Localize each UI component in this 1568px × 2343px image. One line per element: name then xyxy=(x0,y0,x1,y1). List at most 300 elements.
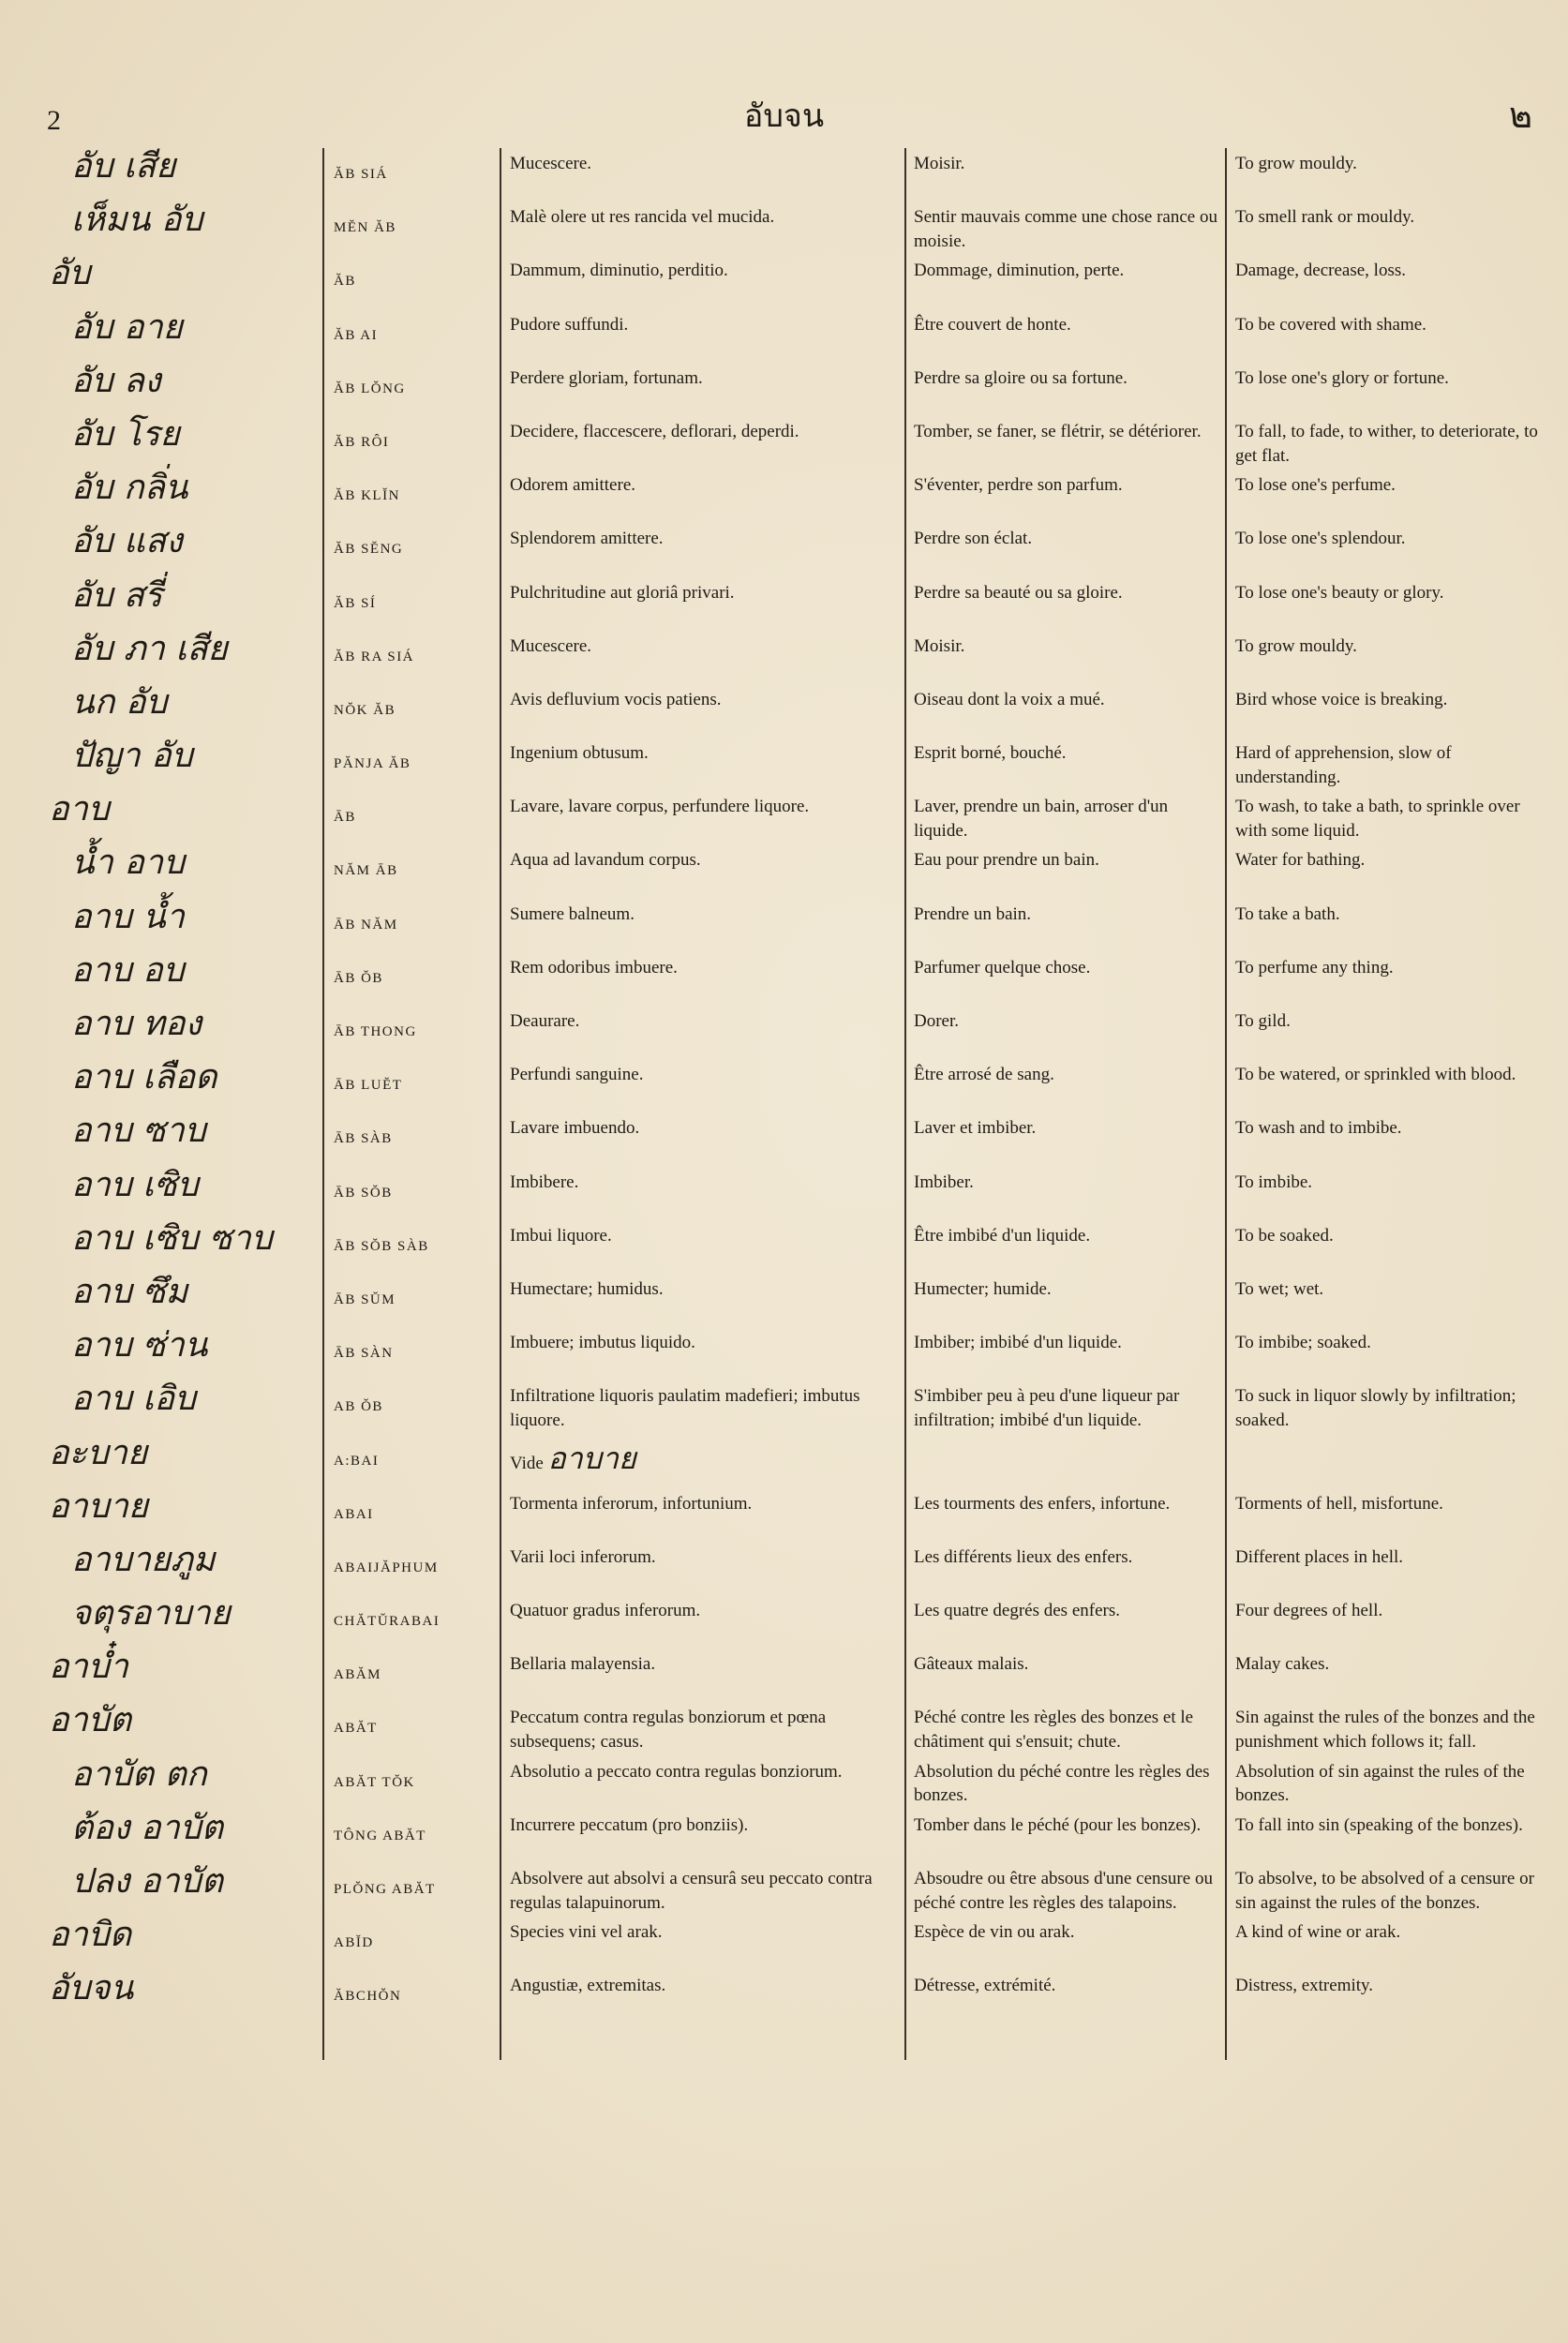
latin-definition-text: Odorem amittere. xyxy=(510,475,636,496)
romanization-text: AB ŎB xyxy=(334,1399,383,1415)
romanization xyxy=(334,1933,374,1952)
english-definition xyxy=(1235,1813,1547,1838)
french-definition-text: Être imbibé d'un liquide. xyxy=(914,1225,1091,1246)
entry-list xyxy=(0,148,1568,2024)
english-definition xyxy=(1235,1009,1547,1034)
romanization xyxy=(334,594,376,613)
french-definition xyxy=(914,1224,1218,1248)
thai-page-number: ๒ xyxy=(1508,95,1532,136)
romanization xyxy=(334,1559,439,1577)
dictionary-entry xyxy=(0,1380,1568,1434)
english-definition xyxy=(1235,1277,1547,1302)
english-definition-text: To be covered with shame. xyxy=(1235,314,1426,335)
latin-definition-text: Splendorem amittere. xyxy=(510,529,664,549)
latin-definition xyxy=(510,473,900,498)
english-definition-text: Bird whose voice is breaking. xyxy=(1235,689,1448,709)
english-definition-text: Malay cakes. xyxy=(1235,1654,1330,1675)
latin-definition-text: Angustiæ, extremitas. xyxy=(510,1976,666,1996)
romanization xyxy=(334,1665,381,1684)
romanization-text: ĀB SÀB xyxy=(334,1131,393,1147)
romanization xyxy=(334,1397,383,1416)
latin-definition xyxy=(510,1116,900,1141)
romanization-text: ĂB SĔNG xyxy=(334,542,404,558)
latin-definition xyxy=(510,1974,900,1998)
thai-headword-text: อาบ น้ำ xyxy=(71,897,185,936)
romanization-text: ABĂT xyxy=(334,1721,378,1737)
french-definition xyxy=(914,1009,1218,1034)
latin-definition-text: Quatuor gradus inferorum. xyxy=(510,1601,701,1621)
thai-headword xyxy=(49,1913,131,1959)
romanization-text: ĀB NĂM xyxy=(334,917,398,933)
english-definition xyxy=(1235,420,1547,468)
thai-headword xyxy=(49,1485,148,1530)
french-definition-text: Perdre sa gloire ou sa fortune. xyxy=(914,367,1127,388)
english-definition-text: To fall, to fade, to wither, to deteriorate, to get flat. xyxy=(1235,421,1538,466)
latin-definition-text: Imbuere; imbutus liquido. xyxy=(510,1333,695,1353)
thai-headword xyxy=(71,412,180,458)
french-definition-text: Tomber dans le péché (pour les bonzes). xyxy=(914,1814,1202,1835)
english-definition xyxy=(1235,152,1547,176)
latin-definition xyxy=(510,1813,900,1838)
french-definition xyxy=(914,795,1218,843)
thai-headword xyxy=(71,519,183,565)
romanization xyxy=(334,165,388,184)
thai-headword xyxy=(49,787,110,833)
english-definition xyxy=(1235,366,1547,391)
thai-headword-text: อาบิด xyxy=(49,1916,132,1955)
english-definition-text: To take a bath. xyxy=(1235,903,1340,924)
romanization xyxy=(334,1129,393,1148)
latin-definition xyxy=(510,152,900,176)
thai-headword-text: อับจน xyxy=(49,1969,134,2008)
romanization xyxy=(334,648,414,666)
english-definition-text: To imbibe. xyxy=(1235,1172,1313,1192)
english-definition-text: Sin against the rules of the bonzes and the punishment which follows it; fall. xyxy=(1235,1708,1535,1753)
romanization xyxy=(334,272,356,291)
english-definition-text: To wash and to imbibe. xyxy=(1235,1118,1402,1139)
french-definition-text: Tomber, se faner, se flétrir, se détériorer. xyxy=(914,421,1202,441)
english-definition xyxy=(1235,795,1547,843)
thai-headword xyxy=(71,1109,206,1155)
french-definition xyxy=(914,1974,1218,1998)
romanization-text: ĂB xyxy=(334,274,356,290)
thai-headword-text: อับ xyxy=(49,254,91,293)
english-definition-text: To perfume any thing. xyxy=(1235,957,1394,977)
latin-definition-text: Dammum, diminutio, perditio. xyxy=(510,261,728,281)
latin-definition-text: Pudore suffundi. xyxy=(510,314,629,335)
thai-headword-text: อับ ลง xyxy=(71,361,161,400)
romanization xyxy=(334,433,389,452)
dictionary-entry xyxy=(0,1810,1568,1863)
english-definition-text: To suck in liquor slowly by infiltration; soaked. xyxy=(1235,1386,1516,1430)
thai-headword xyxy=(71,1323,207,1369)
english-definition-text: To wash, to take a bath, to sprinkle over with some liquid. xyxy=(1235,797,1520,841)
dictionary-entry xyxy=(0,1970,1568,2023)
thai-headword-text: อาบ ซ่าน xyxy=(71,1326,208,1366)
latin-definition xyxy=(510,366,900,391)
latin-definition-text: Tormenta inferorum, infortunium. xyxy=(510,1493,753,1514)
english-definition-text: Absolution of sin against the rules of the bonzes. xyxy=(1235,1761,1525,1806)
romanization xyxy=(334,1773,415,1792)
thai-headword xyxy=(71,1377,196,1423)
english-definition xyxy=(1235,1706,1547,1754)
latin-definition-text: Absolutio a peccato contra regulas bonziorum. xyxy=(510,1761,843,1782)
english-definition-text: To be soaked. xyxy=(1235,1225,1334,1246)
english-definition-text: Water for bathing. xyxy=(1235,850,1366,871)
romanization-text: ĀB SŎB xyxy=(334,1185,393,1201)
thai-headword-text: อาบ ทอง xyxy=(71,1005,202,1043)
latin-definition xyxy=(510,848,900,873)
dictionary-entry xyxy=(0,1595,1568,1649)
latin-definition xyxy=(510,741,900,766)
latin-definition xyxy=(510,420,900,444)
french-definition-text: Gâteaux malais. xyxy=(914,1654,1029,1675)
thai-headword-text: อาบ เซิบ xyxy=(71,1165,199,1204)
romanization-text: ĀB LUĔT xyxy=(334,1078,403,1094)
english-definition-text: To smell rank or mouldy. xyxy=(1235,207,1415,228)
thai-headword xyxy=(71,306,183,351)
latin-definition-text: Deaurare. xyxy=(510,1011,580,1031)
latin-definition xyxy=(510,634,900,659)
french-definition-text: Moisir. xyxy=(914,635,965,656)
french-definition xyxy=(914,1331,1218,1355)
english-definition-text: To lose one's perfume. xyxy=(1235,475,1396,496)
romanization xyxy=(334,380,406,398)
english-definition xyxy=(1235,1171,1547,1195)
latin-definition xyxy=(510,795,900,819)
romanization-text: ĀB ŎB xyxy=(334,970,383,986)
running-head: อับจน xyxy=(743,97,825,135)
english-definition-text: Different places in hell. xyxy=(1235,1546,1404,1567)
latin-definition-text: Bellaria malayensia. xyxy=(510,1654,656,1675)
thai-headword xyxy=(71,359,161,405)
latin-definition xyxy=(510,1706,900,1754)
french-definition-text: Sentir mauvais comme une chose rance ou moisie. xyxy=(914,207,1217,251)
thai-headword xyxy=(71,948,185,994)
english-definition xyxy=(1235,1545,1547,1570)
thai-headword xyxy=(49,1966,133,2012)
french-definition xyxy=(914,1652,1218,1677)
english-definition xyxy=(1235,205,1547,230)
french-definition-text: Parfumer quelque chose. xyxy=(914,957,1091,977)
romanization-text: ĀB SŎB SÀB xyxy=(334,1238,429,1254)
dictionary-entry xyxy=(0,1702,1568,1755)
romanization xyxy=(334,1452,379,1470)
thai-headword xyxy=(71,1270,187,1316)
english-definition-text: Four degrees of hell. xyxy=(1235,1601,1383,1621)
romanization xyxy=(334,1719,378,1738)
romanization-text: ĂB SÍ xyxy=(334,595,377,611)
dictionary-entry xyxy=(0,1059,1568,1112)
cross-reference-thai: อาบาย xyxy=(547,1440,636,1476)
english-definition xyxy=(1235,527,1547,551)
french-definition xyxy=(914,313,1218,337)
romanization xyxy=(334,540,403,559)
english-definition xyxy=(1235,1920,1547,1945)
page-number: 2 xyxy=(47,105,61,136)
latin-definition-text: Pulchritudine aut gloriâ privari. xyxy=(510,582,735,603)
romanization xyxy=(334,326,378,345)
latin-definition-text: Infiltratione liquoris paulatim madefieri; imbutus liquore. xyxy=(510,1386,860,1430)
english-definition-text: To gild. xyxy=(1235,1011,1291,1031)
french-definition xyxy=(914,1384,1218,1432)
latin-definition-text: Imbui liquore. xyxy=(510,1225,612,1246)
thai-headword-text: อาบัต xyxy=(49,1701,132,1740)
french-definition xyxy=(914,1063,1218,1087)
thai-headword-text: นก อับ xyxy=(71,682,168,722)
english-definition-text: To grow mouldy. xyxy=(1235,154,1357,173)
french-definition-text: Perdre sa beauté ou sa gloire. xyxy=(914,582,1123,603)
latin-definition-text: Ingenium obtusum. xyxy=(510,743,649,764)
french-definition-text: Les différents lieux des enfers. xyxy=(914,1546,1133,1567)
romanization xyxy=(334,486,400,505)
french-definition-text: Moisir. xyxy=(914,154,965,173)
latin-definition-text: Species vini vel arak. xyxy=(510,1922,663,1943)
latin-definition-text: Absolvere aut absolvi a censurâ seu peccato contra regulas talapuinorum. xyxy=(510,1869,873,1913)
latin-definition xyxy=(510,1171,900,1195)
english-definition-text: To fall into sin (speaking of the bonzes). xyxy=(1235,1814,1523,1835)
french-definition-text: Les tourments des enfers, infortune. xyxy=(914,1493,1171,1514)
thai-headword-text: อับ ภา เสีย xyxy=(71,629,228,668)
romanization-text: ĂB AI xyxy=(334,327,379,343)
latin-definition-text: Mucescere. xyxy=(510,154,592,173)
french-definition-text: Absolution du péché contre les règles des bonzes. xyxy=(914,1761,1210,1806)
latin-definition-text: Sumere balneum. xyxy=(510,903,635,924)
thai-headword xyxy=(71,1753,207,1798)
english-definition-text: To grow mouldy. xyxy=(1235,635,1357,656)
latin-definition xyxy=(510,956,900,980)
romanization xyxy=(334,1237,429,1256)
french-definition xyxy=(914,1545,1218,1570)
romanization-text: ĀB THONG xyxy=(334,1024,417,1039)
latin-definition-text: Lavare imbuendo. xyxy=(510,1118,640,1139)
dictionary-entry xyxy=(0,1167,1568,1220)
romanization-text: ĂBCHŎN xyxy=(334,1989,402,2005)
romanization-text: A:BAI xyxy=(334,1453,380,1469)
french-definition xyxy=(914,903,1218,927)
french-definition-text: Esprit borné, bouché. xyxy=(914,743,1067,764)
thai-headword-text: อาบายภูม xyxy=(71,1540,216,1579)
english-definition xyxy=(1235,473,1547,498)
romanization xyxy=(334,1827,426,1845)
romanization-text: PLŎNG ABĂT xyxy=(334,1882,436,1897)
romanization-text: ĂB LŎNG xyxy=(334,381,406,396)
latin-definition xyxy=(510,903,900,927)
latin-definition-text: Lavare, lavare corpus, perfundere liquore. xyxy=(510,797,810,817)
english-definition xyxy=(1235,848,1547,873)
thai-headword-text: อาบ xyxy=(49,790,110,829)
romanization xyxy=(334,1612,440,1631)
thai-headword-text: อับ อาย xyxy=(71,307,183,347)
latin-definition-text: Imbibere. xyxy=(510,1172,579,1192)
romanization-text: ĀB SÀN xyxy=(334,1346,394,1362)
thai-headword xyxy=(71,144,175,190)
english-definition xyxy=(1235,1063,1547,1087)
french-definition-text: Eau pour prendre un bain. xyxy=(914,850,1099,871)
latin-definition xyxy=(510,1920,900,1945)
thai-headword-text: อาบ เลือด xyxy=(71,1058,217,1097)
latin-definition-text: Malè olere ut res rancida vel mucida. xyxy=(510,207,775,228)
latin-definition xyxy=(510,581,900,605)
thai-headword-text: อับ กลิ่น xyxy=(71,469,188,508)
thai-headword-text: ปัญา อับ xyxy=(71,737,193,776)
french-definition xyxy=(914,741,1218,766)
latin-definition xyxy=(510,205,900,230)
english-definition xyxy=(1235,741,1547,789)
dictionary-entry xyxy=(0,1435,1568,1488)
romanization-text: ĀB SŬM xyxy=(334,1291,396,1307)
french-definition xyxy=(914,259,1218,283)
dictionary-entry xyxy=(0,1756,1568,1810)
dictionary-entry xyxy=(0,201,1568,255)
english-definition-text: Hard of apprehension, slow of understanding. xyxy=(1235,743,1452,787)
english-definition xyxy=(1235,313,1547,337)
thai-headword-text: อาบ เซิบ ซาบ xyxy=(71,1218,273,1258)
thai-headword xyxy=(71,627,228,673)
thai-headword xyxy=(71,1591,231,1637)
latin-definition xyxy=(510,527,900,551)
french-definition-text: Dorer. xyxy=(914,1011,960,1031)
english-definition xyxy=(1235,1760,1547,1808)
dictionary-entry xyxy=(0,416,1568,470)
latin-definition-text: Perfundi sanguine. xyxy=(510,1065,644,1085)
romanization-text: NĂM ĀB xyxy=(334,863,398,879)
romanization-text: ABĬD xyxy=(334,1935,374,1951)
dictionary-entry xyxy=(0,899,1568,952)
thai-headword-text: อาบาย xyxy=(49,1486,148,1526)
thai-headword-text: เห็มน อับ xyxy=(71,201,203,240)
romanization xyxy=(334,1076,402,1095)
latin-definition xyxy=(510,1760,900,1784)
english-definition-text: Damage, decrease, loss. xyxy=(1235,261,1407,281)
romanization-text: CHĂTŬRABAI xyxy=(334,1614,441,1630)
english-definition xyxy=(1235,1116,1547,1141)
french-definition xyxy=(914,420,1218,444)
latin-definition-text: Peccatum contra regulas bonziorum et pœna subsequens; casus. xyxy=(510,1708,827,1753)
dictionary-entry xyxy=(0,470,1568,523)
latin-definition xyxy=(510,1277,900,1302)
latin-definition xyxy=(510,1009,900,1034)
dictionary-entry xyxy=(0,738,1568,791)
english-definition-text: To lose one's glory or fortune. xyxy=(1235,367,1449,388)
french-definition-text: Les quatre degrés des enfers. xyxy=(914,1601,1120,1621)
thai-headword xyxy=(49,1431,147,1477)
latin-definition xyxy=(510,688,900,712)
latin-definition xyxy=(510,1384,900,1432)
dictionary-entry xyxy=(0,631,1568,684)
french-definition xyxy=(914,1171,1218,1195)
dictionary-entry xyxy=(0,148,1568,201)
dictionary-entry xyxy=(0,363,1568,416)
thai-headword xyxy=(49,251,90,297)
romanization xyxy=(334,754,411,773)
dictionary-entry xyxy=(0,523,1568,576)
latin-definition-text: Avis defluvium vocis patiens. xyxy=(510,689,722,709)
english-definition xyxy=(1235,1867,1547,1915)
thai-headword-text: อาบ เอิบ xyxy=(71,1380,196,1419)
latin-definition-text: Varii loci inferorum. xyxy=(510,1546,656,1567)
thai-headword-text: จตุรอาบาย xyxy=(71,1594,231,1634)
french-definition-text: Imbiber; imbibé d'un liquide. xyxy=(914,1333,1122,1353)
romanization-text: MĔN ĂB xyxy=(334,220,396,236)
latin-definition-text: Decidere, flaccescere, deflorari, deperdi. xyxy=(510,421,799,441)
romanization xyxy=(334,861,398,880)
romanization xyxy=(334,808,356,827)
thai-headword xyxy=(71,680,167,726)
thai-headword-text: อับ แสง xyxy=(71,522,183,561)
french-definition xyxy=(914,1277,1218,1302)
romanization xyxy=(334,1505,374,1524)
french-definition xyxy=(914,581,1218,605)
french-definition xyxy=(914,688,1218,712)
romanization-text: PĂNJA ĂB xyxy=(334,756,411,772)
romanization-text: TÔNG ABĂT xyxy=(334,1828,426,1843)
thai-headword xyxy=(71,1859,223,1905)
dictionary-entry xyxy=(0,791,1568,844)
dictionary-entry xyxy=(0,255,1568,308)
english-definition-text: To imbibe; soaked. xyxy=(1235,1333,1371,1353)
french-definition xyxy=(914,1813,1218,1838)
dictionary-entry xyxy=(0,1220,1568,1274)
latin-definition-text: Humectare; humidus. xyxy=(510,1278,664,1299)
english-definition-text: To lose one's splendour. xyxy=(1235,529,1406,549)
dictionary-entry xyxy=(0,1488,1568,1542)
romanization-text: NŎK ĂB xyxy=(334,702,396,718)
thai-headword xyxy=(71,1806,223,1852)
french-definition-text: Être couvert de honte. xyxy=(914,314,1071,335)
thai-headword-text: ปลง อาบัต xyxy=(71,1862,223,1901)
thai-headword-text: อับ โรย xyxy=(71,414,180,454)
romanization xyxy=(334,916,398,934)
thai-headword xyxy=(71,1163,199,1209)
english-definition xyxy=(1235,1652,1547,1677)
english-definition xyxy=(1235,688,1547,712)
thai-headword-text: อับ สรี่ xyxy=(71,575,163,615)
thai-headword xyxy=(71,895,185,941)
romanization xyxy=(334,1184,393,1202)
romanization xyxy=(334,1344,394,1363)
dictionary-entry xyxy=(0,1649,1568,1702)
latin-definition xyxy=(510,1331,900,1355)
french-definition xyxy=(914,205,1218,253)
romanization xyxy=(334,218,396,237)
romanization-text: ABAIJĂPHUM xyxy=(334,1560,439,1575)
romanization xyxy=(334,701,396,720)
english-definition xyxy=(1235,1331,1547,1355)
french-definition xyxy=(914,956,1218,980)
thai-headword-text: น้ำ อาบ xyxy=(71,843,185,883)
french-definition xyxy=(914,1706,1218,1754)
english-definition xyxy=(1235,259,1547,283)
dictionary-entry xyxy=(0,952,1568,1006)
dictionary-entry xyxy=(0,1917,1568,1970)
english-definition-text: To lose one's beauty or glory. xyxy=(1235,582,1444,603)
dictionary-entry xyxy=(0,684,1568,738)
dictionary-entry xyxy=(0,844,1568,898)
english-definition xyxy=(1235,903,1547,927)
romanization-text: ĀB xyxy=(334,810,356,826)
thai-headword-text: อาบัต ตก xyxy=(71,1754,207,1794)
french-definition-text: S'imbiber peu à peu d'une liqueur par infiltration; imbibé d'un liquide. xyxy=(914,1386,1180,1430)
romanization-text: ABĂT TŎK xyxy=(334,1774,415,1790)
thai-headword-text: อับ เสีย xyxy=(71,147,176,186)
dictionary-entry xyxy=(0,309,1568,363)
thai-headword xyxy=(71,574,162,619)
english-definition xyxy=(1235,634,1547,659)
romanization-text: ABĂM xyxy=(334,1667,382,1683)
french-definition-text: Espèce de vin ou arak. xyxy=(914,1922,1075,1943)
latin-definition-text: Vide xyxy=(510,1453,544,1473)
